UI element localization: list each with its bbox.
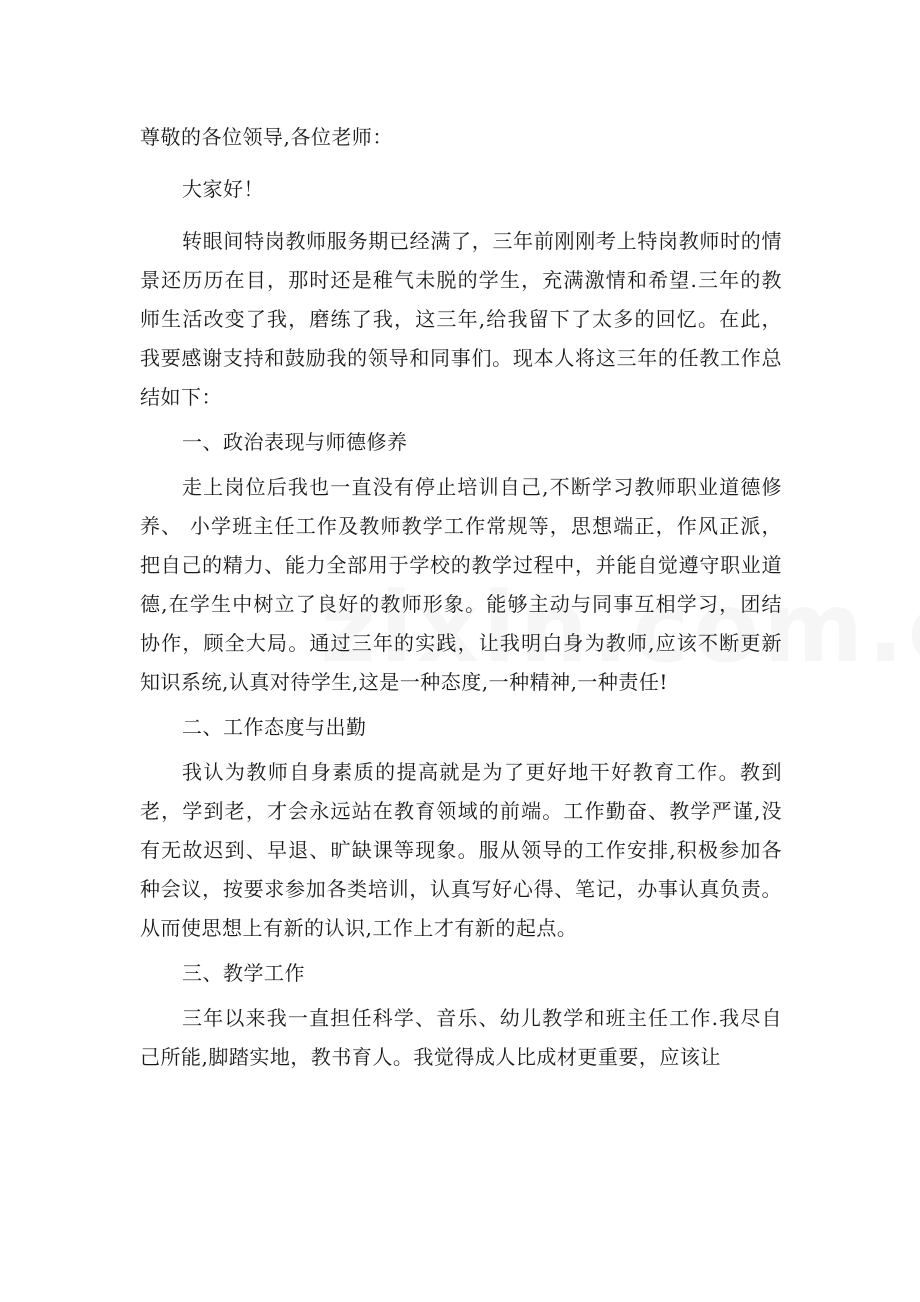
salutation: 尊敬的各位领导,各位老师： <box>140 125 393 149</box>
section2-paragraph: 我认为教师自身素质的提高就是为了更好地干好教育工作。教到老，学到老，才会永远站在教育领域的前端。工作勤奋、教学严谨,没有无故迟到、早退、旷缺课等现象。服从领导的工作安排,积极参加各种会议，按要求参加各类培训，认真写好心得、笔记，办事认真负责。从而使思想上有新的认识,工作上才有新的起点。 <box>140 760 782 940</box>
section3-paragraph: 三年以来我一直担任科学、音乐、幼儿教学和班主任工作.我尽自己所能,脚踏实地，教书育人。我觉得成人比成材更重要，应该让 <box>140 1006 782 1069</box>
greeting: 大家好！ <box>182 177 264 201</box>
section1-paragraph: 走上岗位后我也一直没有停止培训自己,不断学习教师职业道德修养、 小学班主任工作及教师教学工作常规等，思想端正，作风正派，把自己的精力、能力全部用于学校的教学过程中，并能自觉遵守职业道德,在学生中树立了良好的教师形象。能够主动与同事互相学习，团结协作，顾全大局。通过三年的实践，让我明白身为教师,应该不断更新知识系统,认真对待学生,这是一种态度,一种精神,一种责任! <box>140 475 782 694</box>
section1-heading: 一、政治表现与师德修养 <box>182 430 408 454</box>
intro-paragraph: 转眼间特岗教师服务期已经满了，三年前刚刚考上特岗教师时的情景还历历在目，那时还是稚气未脱的学生，充满激情和希望.三年的教师生活改变了我，磨练了我，这三年,给我留下了太多的回忆。在此，我要感谢支持和鼓励我的领导和同事们。现本人将这三年的任教工作总结如下： <box>140 229 782 409</box>
document-body <box>140 118 782 1083</box>
section3-heading: 三、教学工作 <box>182 961 305 985</box>
section2-heading: 二、工作态度与出勤 <box>182 715 367 739</box>
